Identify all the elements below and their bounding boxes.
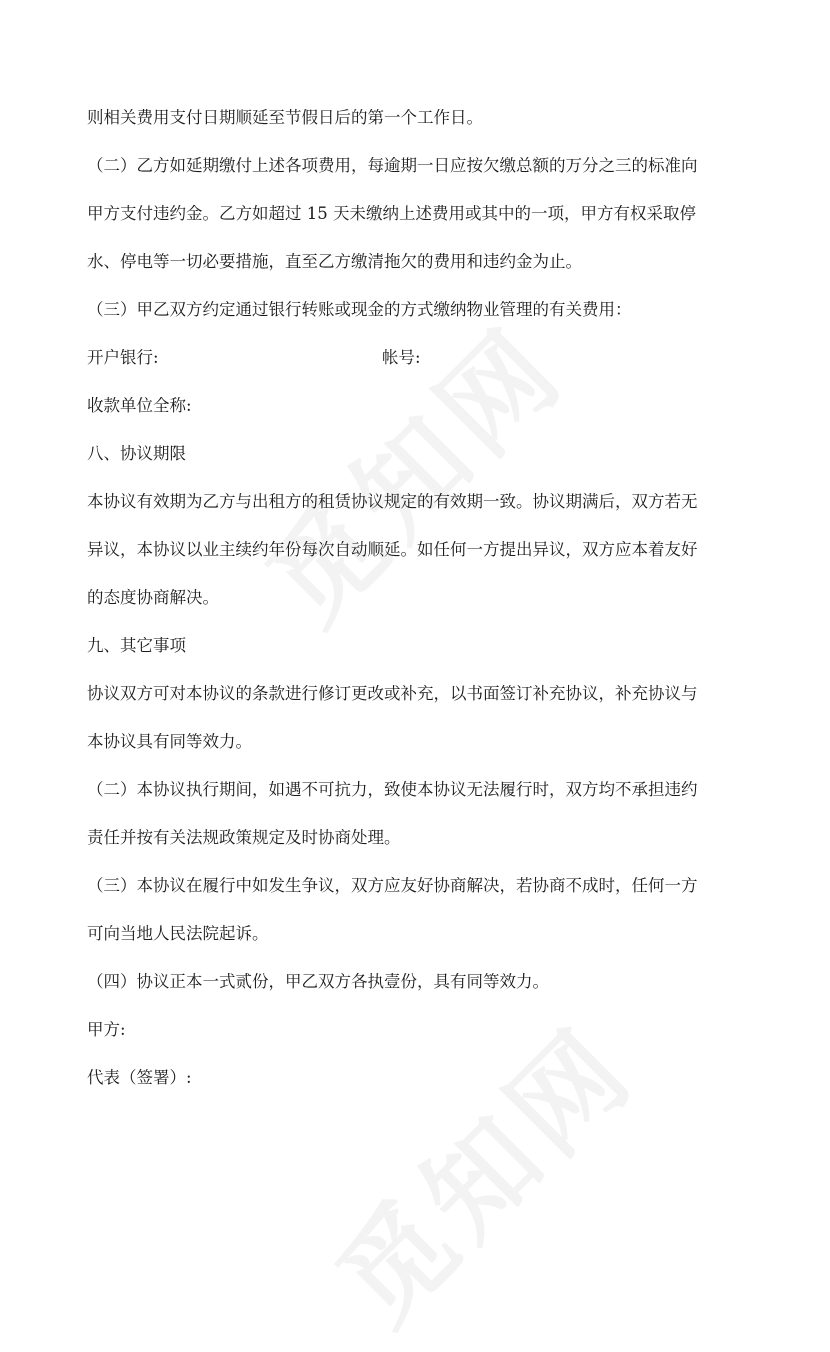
paragraph-line: （四）协议正本一式贰份，甲乙双方各执壹份，具有同等效力。 bbox=[87, 972, 549, 991]
document-body bbox=[87, 98, 747, 1106]
paragraph-line: 责任并按有关法规政策规定及时协商处理。 bbox=[87, 828, 401, 847]
bank-info-row bbox=[87, 338, 747, 386]
paragraph-line: （三）甲乙双方约定通过银行转账或现金的方式缴纳物业管理的有关费用： bbox=[87, 300, 632, 319]
section-heading: 九、其它事项 bbox=[87, 636, 186, 655]
paragraph-line: 异议，本协议以业主续约年份每次自动顺延。如任何一方提出异议，双方应本着友好 bbox=[87, 540, 698, 559]
paragraph-line: 本协议具有同等效力。 bbox=[87, 732, 252, 751]
paragraph-line: 的态度协商解决。 bbox=[87, 588, 219, 607]
party-a-label: 甲方: bbox=[87, 1020, 126, 1039]
section-heading: 八、协议期限 bbox=[87, 444, 186, 463]
paragraph-line: 甲方支付违约金。乙方如超过 15 天未缴纳上述费用或其中的一项，甲方有权采取停 bbox=[87, 204, 696, 223]
paragraph-line: 本协议有效期为乙方与出租方的租赁协议规定的有效期一致。协议期满后，双方若无 bbox=[87, 492, 698, 511]
representative-label: 代表（签署）: bbox=[87, 1068, 192, 1087]
paragraph-line: 协议双方可对本协议的条款进行修订更改或补充，以书面签订补充协议，补充协议与 bbox=[87, 684, 698, 703]
account-label: 帐号: bbox=[382, 348, 421, 367]
bank-label: 开户银行: bbox=[87, 348, 159, 367]
paragraph-line: （二）本协议执行期间，如遇不可抗力，致使本协议无法履行时，双方均不承担违约 bbox=[87, 780, 698, 799]
paragraph-line: （三）本协议在履行中如发生争议，双方应友好协商解决，若协商不成时，任何一方 bbox=[87, 876, 698, 895]
paragraph-line: 则相关费用支付日期顺延至节假日后的第一个工作日。 bbox=[87, 108, 483, 127]
paragraph-line: 水、停电等一切必要措施，直至乙方缴清拖欠的费用和违约金为止。 bbox=[87, 252, 582, 271]
paragraph-line: 可向当地人民法院起诉。 bbox=[87, 924, 269, 943]
payee-label: 收款单位全称: bbox=[87, 396, 192, 415]
paragraph-line: （二）乙方如延期缴付上述各项费用，每逾期一日应按欠缴总额的万分之三的标准向 bbox=[87, 156, 698, 175]
